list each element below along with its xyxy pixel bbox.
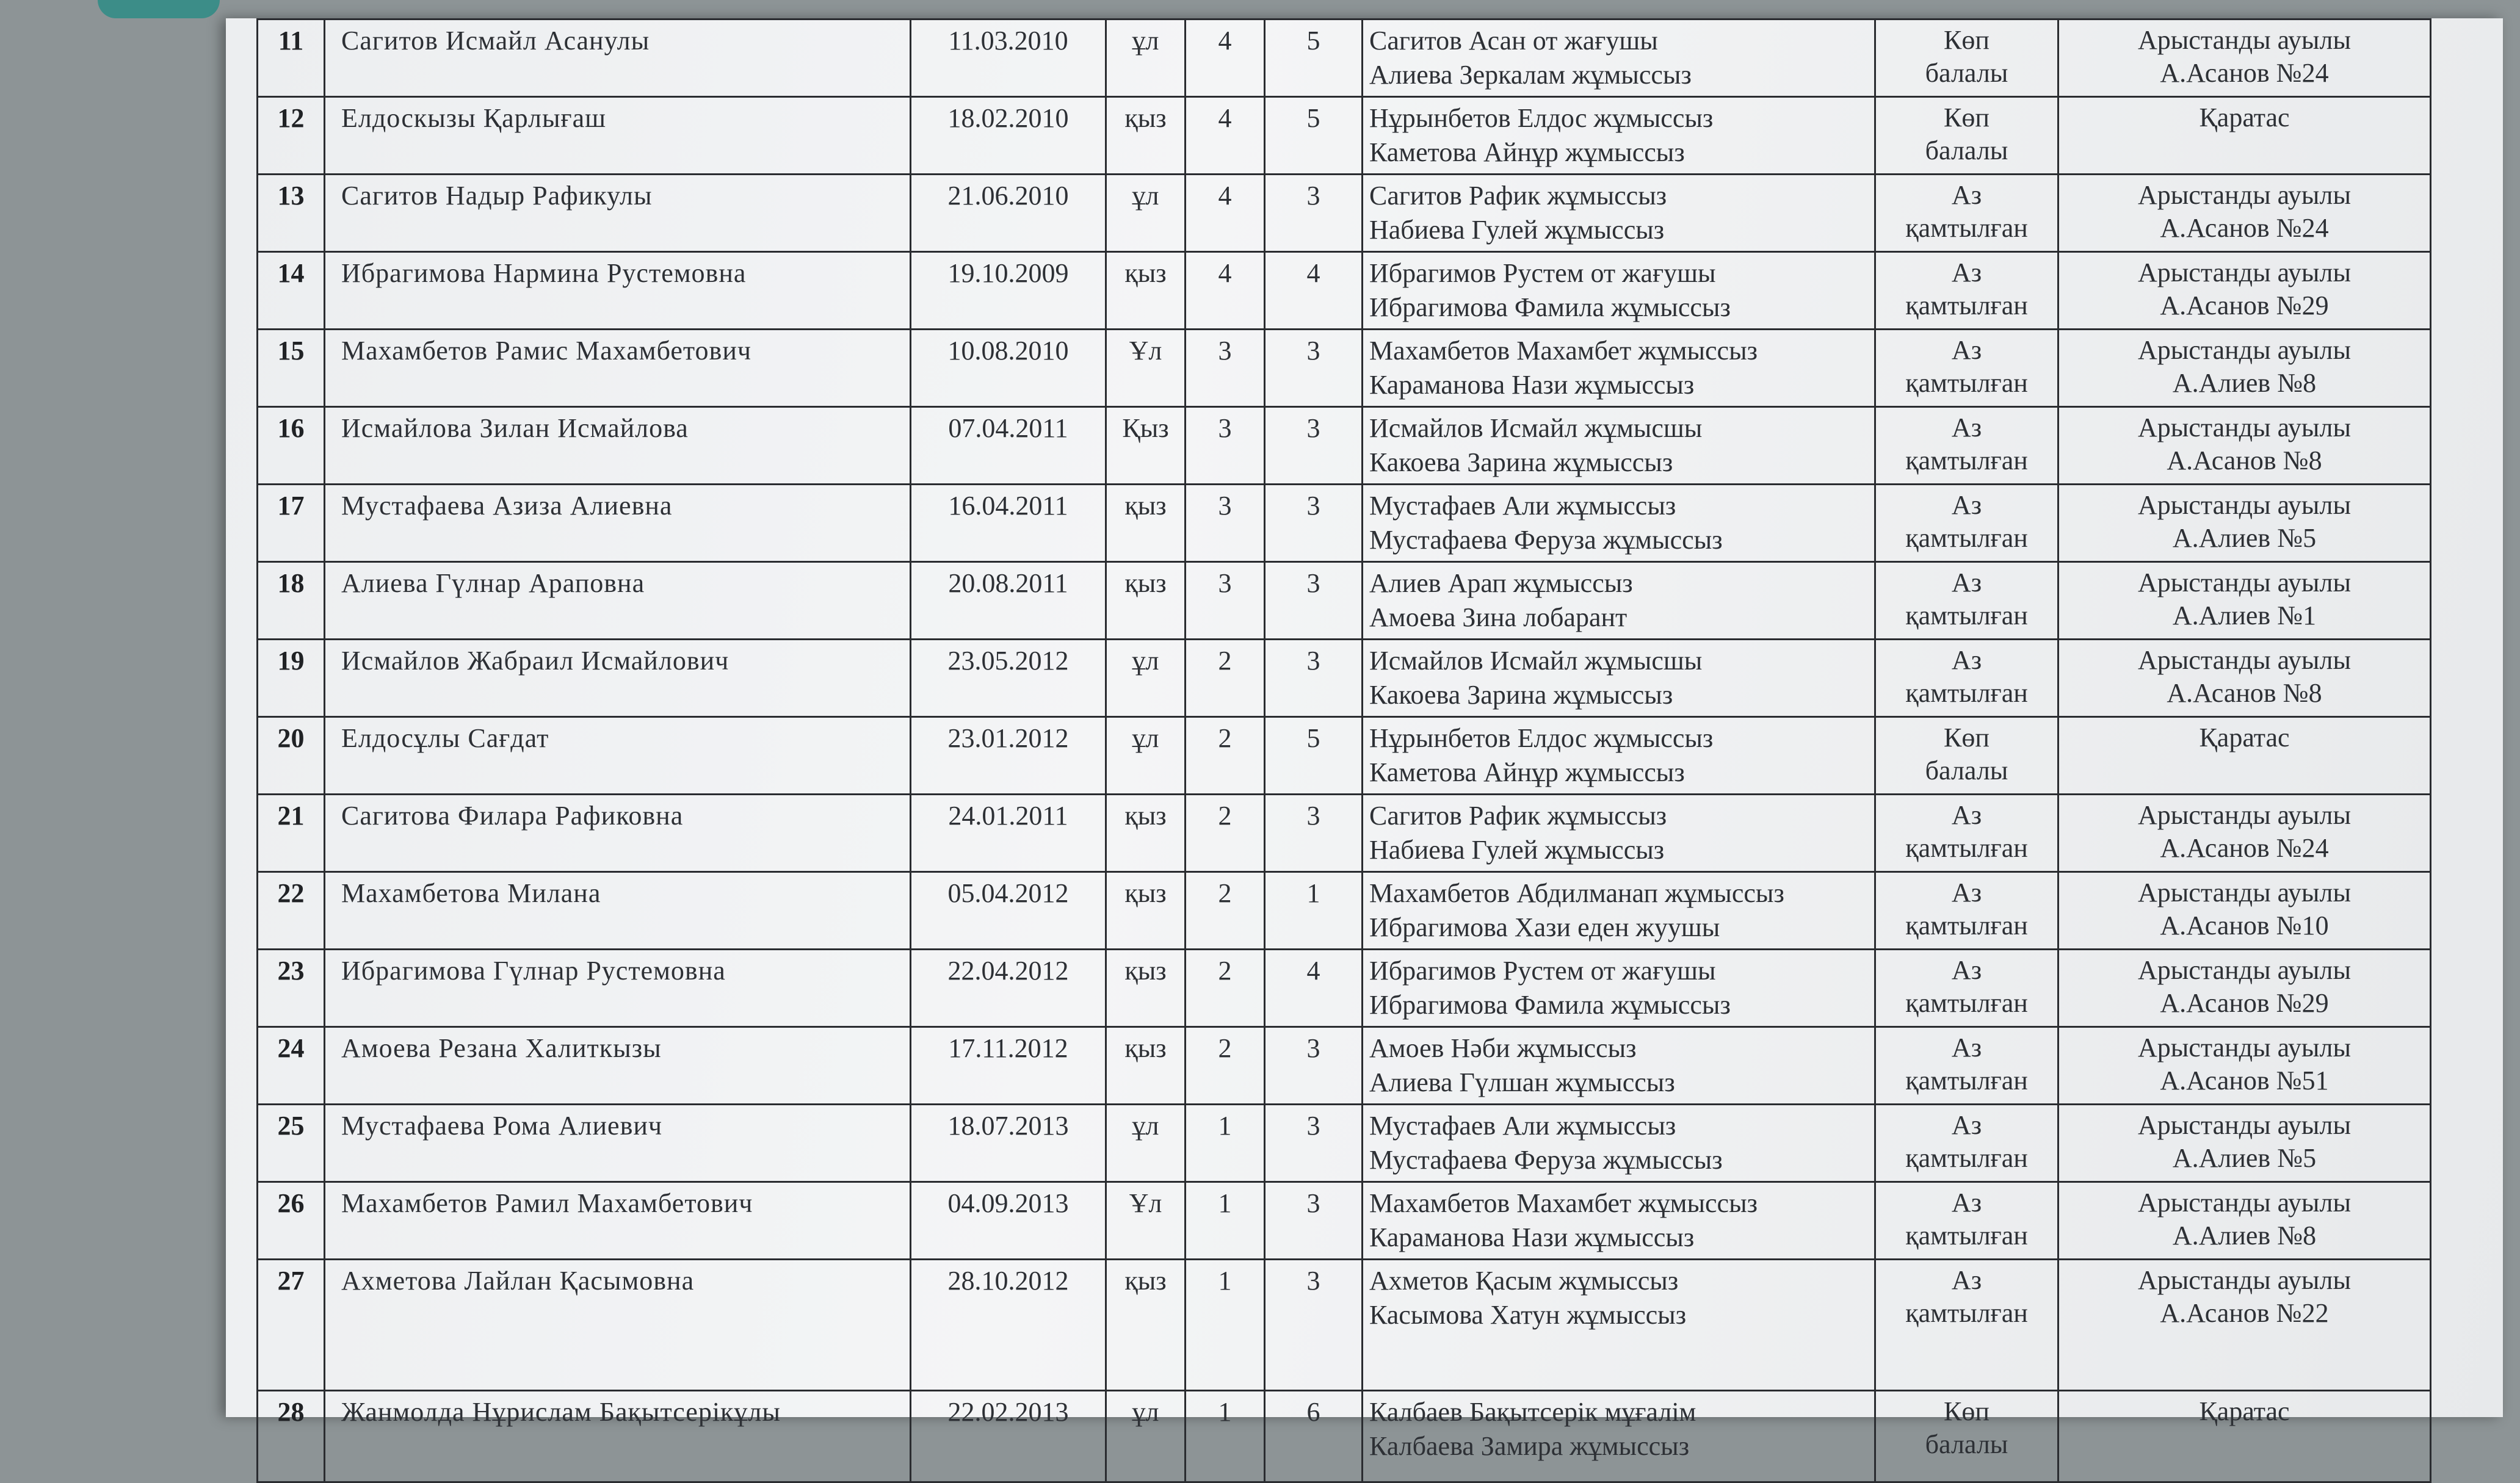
birth-date: 04.09.2013 bbox=[911, 1182, 1106, 1260]
address-line-1: Арыстанды ауылы bbox=[2137, 490, 2352, 520]
count-column-2: 6 bbox=[1265, 1391, 1363, 1482]
address bbox=[2058, 562, 2431, 640]
gender: ұл bbox=[1106, 1391, 1186, 1482]
status-line-1: Аз bbox=[1951, 258, 1982, 287]
status-line-2: қамтылған bbox=[1905, 368, 2028, 398]
row-number: 22 bbox=[258, 872, 325, 950]
gender: қыз bbox=[1106, 795, 1186, 872]
student-name: Махамбетов Рамис Махамбетович bbox=[325, 330, 911, 407]
address bbox=[2058, 1182, 2431, 1260]
birth-date: 24.01.2011 bbox=[911, 795, 1106, 872]
family-status bbox=[1875, 1027, 2058, 1105]
status-line-2: балалы bbox=[1925, 135, 2008, 165]
address bbox=[2058, 407, 2431, 485]
count-column-1: 3 bbox=[1186, 485, 1265, 562]
address-line-1: Арыстанды ауылы bbox=[2137, 413, 2352, 442]
row-number: 15 bbox=[258, 330, 325, 407]
parents-cell bbox=[1363, 330, 1875, 407]
student-name: Мустафаева Рома Алиевич bbox=[325, 1105, 911, 1182]
mother-info: Мустафаева Феруза жұмыссыз bbox=[1369, 1145, 1723, 1175]
student-name: Елдоскызы Қарлығаш bbox=[325, 97, 911, 175]
family-status bbox=[1875, 950, 2058, 1027]
father-info: Мустафаев Али жұмыссыз bbox=[1369, 1111, 1676, 1141]
count-column-2: 5 bbox=[1265, 717, 1363, 795]
row-number: 20 bbox=[258, 717, 325, 795]
birth-date: 10.08.2010 bbox=[911, 330, 1106, 407]
parents-cell bbox=[1363, 562, 1875, 640]
status-line-1: Аз bbox=[1951, 335, 1982, 365]
address-line-1: Арыстанды ауылы bbox=[2137, 645, 2352, 675]
address bbox=[2058, 872, 2431, 950]
address-line-2: А.Алиев №1 bbox=[2172, 601, 2317, 630]
gender: ұл bbox=[1106, 1105, 1186, 1182]
parents-cell bbox=[1363, 872, 1875, 950]
student-name: Мустафаева Азиза Алиевна bbox=[325, 485, 911, 562]
status-line-1: Аз bbox=[1951, 413, 1982, 442]
count-column-2: 3 bbox=[1265, 407, 1363, 485]
status-line-1: Аз bbox=[1951, 878, 1982, 907]
status-line-2: қамтылған bbox=[1905, 1143, 2028, 1173]
family-status bbox=[1875, 407, 2058, 485]
count-column-2: 3 bbox=[1265, 1260, 1363, 1391]
family-status bbox=[1875, 640, 2058, 717]
mother-info: Какоева Зарина жұмыссыз bbox=[1369, 680, 1673, 710]
birth-date: 22.04.2012 bbox=[911, 950, 1106, 1027]
table-row bbox=[258, 485, 2431, 562]
address bbox=[2058, 1027, 2431, 1105]
table-row bbox=[258, 1260, 2431, 1391]
gender: қыз bbox=[1106, 252, 1186, 330]
birth-date: 23.05.2012 bbox=[911, 640, 1106, 717]
count-column-1: 2 bbox=[1186, 795, 1265, 872]
status-line-2: қамтылған bbox=[1905, 988, 2028, 1018]
address-line-2: А.Алиев №5 bbox=[2172, 523, 2317, 553]
status-line-2: қамтылған bbox=[1905, 601, 2028, 630]
document-page bbox=[226, 18, 2503, 1461]
parents-cell bbox=[1363, 1391, 1875, 1482]
father-info: Алиев Арап жұмыссыз bbox=[1369, 568, 1633, 598]
parents-cell bbox=[1363, 175, 1875, 252]
birth-date: 07.04.2011 bbox=[911, 407, 1106, 485]
mother-info: Набиева Гулей жұмыссыз bbox=[1369, 215, 1665, 245]
address bbox=[2058, 485, 2431, 562]
address-line-2: А.Асанов №24 bbox=[2160, 58, 2329, 88]
address-line-2: А.Асанов №24 bbox=[2160, 213, 2329, 243]
address-line-2: А.Асанов №51 bbox=[2160, 1066, 2329, 1095]
address-line-2: А.Асанов №22 bbox=[2160, 1298, 2329, 1328]
address bbox=[2058, 717, 2431, 795]
table-row bbox=[258, 562, 2431, 640]
father-info: Махамбетов Абдилманап жұмыссыз bbox=[1369, 878, 1784, 908]
table-row bbox=[258, 1182, 2431, 1260]
count-column-2: 5 bbox=[1265, 20, 1363, 97]
count-column-1: 4 bbox=[1186, 20, 1265, 97]
row-number: 17 bbox=[258, 485, 325, 562]
table-row bbox=[258, 407, 2431, 485]
family-status bbox=[1875, 795, 2058, 872]
status-line-2: қамтылған bbox=[1905, 213, 2028, 243]
student-name: Елдосұлы Сағдат bbox=[325, 717, 911, 795]
father-info: Калбаев Бақытсерік мұғалім bbox=[1369, 1397, 1696, 1427]
mother-info: Караманова Нази жұмыссыз bbox=[1369, 1222, 1695, 1252]
address-line-1: Қаратас bbox=[2199, 723, 2290, 752]
gender: қыз bbox=[1106, 1260, 1186, 1391]
parents-cell bbox=[1363, 20, 1875, 97]
address-line-1: Арыстанды ауылы bbox=[2137, 878, 2352, 907]
student-name: Ахметова Лайлан Қасымовна bbox=[325, 1260, 911, 1391]
table-row bbox=[258, 717, 2431, 795]
family-status bbox=[1875, 175, 2058, 252]
row-number: 24 bbox=[258, 1027, 325, 1105]
family-status bbox=[1875, 20, 2058, 97]
address-line-1: Арыстанды ауылы bbox=[2137, 335, 2352, 365]
address bbox=[2058, 252, 2431, 330]
row-number: 27 bbox=[258, 1260, 325, 1391]
count-column-2: 3 bbox=[1265, 1105, 1363, 1182]
table-body bbox=[258, 20, 2431, 1482]
father-info: Нұрынбетов Елдос жұмыссыз bbox=[1369, 723, 1714, 753]
status-line-2: балалы bbox=[1925, 1429, 2008, 1459]
count-column-2: 3 bbox=[1265, 330, 1363, 407]
table-row bbox=[258, 1105, 2431, 1182]
count-column-1: 2 bbox=[1186, 640, 1265, 717]
gender: қыз bbox=[1106, 1027, 1186, 1105]
address-line-1: Арыстанды ауылы bbox=[2137, 258, 2352, 287]
family-status bbox=[1875, 97, 2058, 175]
student-name: Алиева Гүлнар Араповна bbox=[325, 562, 911, 640]
mother-info: Калбаева Замира жұмыссыз bbox=[1369, 1431, 1690, 1461]
address-line-1: Арыстанды ауылы bbox=[2137, 568, 2352, 597]
address-line-1: Арыстанды ауылы bbox=[2137, 1110, 2352, 1140]
birth-date: 20.08.2011 bbox=[911, 562, 1106, 640]
status-line-1: Аз bbox=[1951, 1110, 1982, 1140]
table-row bbox=[258, 20, 2431, 97]
mother-info: Набиева Гулей жұмыссыз bbox=[1369, 835, 1665, 865]
student-table bbox=[256, 18, 2431, 1483]
address-line-2: А.Асанов №29 bbox=[2160, 988, 2329, 1018]
status-line-2: қамтылған bbox=[1905, 1298, 2028, 1328]
row-number: 23 bbox=[258, 950, 325, 1027]
birth-date: 28.10.2012 bbox=[911, 1260, 1106, 1391]
birth-date: 11.03.2010 bbox=[911, 20, 1106, 97]
address bbox=[2058, 795, 2431, 872]
status-line-2: қамтылған bbox=[1905, 911, 2028, 940]
status-line-1: Аз bbox=[1951, 1188, 1982, 1218]
count-column-1: 2 bbox=[1186, 950, 1265, 1027]
count-column-2: 5 bbox=[1265, 97, 1363, 175]
count-column-1: 1 bbox=[1186, 1260, 1265, 1391]
count-column-2: 1 bbox=[1265, 872, 1363, 950]
mother-info: Алиева Зеркалам жұмыссыз bbox=[1369, 60, 1692, 90]
row-number: 13 bbox=[258, 175, 325, 252]
address-line-2: А.Алиев №8 bbox=[2172, 368, 2317, 398]
table-row bbox=[258, 252, 2431, 330]
student-name: Исмайлов Жабраил Исмайлович bbox=[325, 640, 911, 717]
status-line-2: балалы bbox=[1925, 756, 2008, 785]
address-line-2: А.Алиев №8 bbox=[2172, 1221, 2317, 1250]
family-status bbox=[1875, 1105, 2058, 1182]
father-info: Сагитов Рафик жұмыссыз bbox=[1369, 801, 1667, 831]
status-line-1: Аз bbox=[1951, 645, 1982, 675]
student-name: Исмайлова Зилан Исмайлова bbox=[325, 407, 911, 485]
table-row bbox=[258, 950, 2431, 1027]
parents-cell bbox=[1363, 407, 1875, 485]
mother-info: Ибрагимова Фамила жұмыссыз bbox=[1369, 292, 1731, 322]
mother-info: Каметова Айнұр жұмыссыз bbox=[1369, 757, 1685, 787]
gender: ұл bbox=[1106, 640, 1186, 717]
row-number: 12 bbox=[258, 97, 325, 175]
student-name: Жанмолда Нұрислам Бақытсерікұлы bbox=[325, 1391, 911, 1482]
status-line-1: Аз bbox=[1951, 568, 1982, 597]
mother-info: Караманова Нази жұмыссыз bbox=[1369, 370, 1695, 400]
father-info: Ибрагимов Рустем от жағушы bbox=[1369, 258, 1716, 288]
row-number: 11 bbox=[258, 20, 325, 97]
father-info: Махамбетов Махамбет жұмыссыз bbox=[1369, 336, 1758, 366]
status-line-1: Көп bbox=[1944, 25, 1990, 55]
address-line-1: Қаратас bbox=[2199, 1396, 2290, 1426]
address-line-2: А.Алиев №5 bbox=[2172, 1143, 2317, 1173]
mother-info: Касымова Хатун жұмыссыз bbox=[1369, 1300, 1687, 1330]
address-line-1: Арыстанды ауылы bbox=[2137, 1188, 2352, 1218]
address-line-2: А.Асанов №29 bbox=[2160, 290, 2329, 320]
status-line-2: қамтылған bbox=[1905, 1066, 2028, 1095]
status-line-2: қамтылған bbox=[1905, 1221, 2028, 1250]
birth-date: 17.11.2012 bbox=[911, 1027, 1106, 1105]
gender: ұл bbox=[1106, 20, 1186, 97]
gender: ұл bbox=[1106, 175, 1186, 252]
gender: Ұл bbox=[1106, 1182, 1186, 1260]
address-line-1: Қаратас bbox=[2199, 103, 2290, 132]
address bbox=[2058, 640, 2431, 717]
parents-cell bbox=[1363, 252, 1875, 330]
family-status bbox=[1875, 1260, 2058, 1391]
address-line-2: А.Асанов №24 bbox=[2160, 833, 2329, 863]
parents-cell bbox=[1363, 640, 1875, 717]
row-number: 16 bbox=[258, 407, 325, 485]
parents-cell bbox=[1363, 485, 1875, 562]
count-column-1: 3 bbox=[1186, 330, 1265, 407]
gender: ұл bbox=[1106, 717, 1186, 795]
binder-clip bbox=[98, 0, 220, 18]
count-column-1: 1 bbox=[1186, 1105, 1265, 1182]
table-row bbox=[258, 175, 2431, 252]
student-name: Махамбетов Рамил Махамбетович bbox=[325, 1182, 911, 1260]
address bbox=[2058, 175, 2431, 252]
count-column-2: 3 bbox=[1265, 795, 1363, 872]
status-line-2: қамтылған bbox=[1905, 290, 2028, 320]
address-line-1: Арыстанды ауылы bbox=[2137, 800, 2352, 830]
count-column-2: 3 bbox=[1265, 175, 1363, 252]
count-column-1: 1 bbox=[1186, 1182, 1265, 1260]
count-column-1: 4 bbox=[1186, 252, 1265, 330]
status-line-1: Көп bbox=[1944, 1396, 1990, 1426]
count-column-1: 2 bbox=[1186, 872, 1265, 950]
table-row bbox=[258, 795, 2431, 872]
family-status bbox=[1875, 1391, 2058, 1482]
row-number: 19 bbox=[258, 640, 325, 717]
gender: қыз bbox=[1106, 872, 1186, 950]
family-status bbox=[1875, 1182, 2058, 1260]
table-row bbox=[258, 97, 2431, 175]
address-line-1: Арыстанды ауылы bbox=[2137, 25, 2352, 55]
count-column-1: 3 bbox=[1186, 407, 1265, 485]
address bbox=[2058, 20, 2431, 97]
family-status bbox=[1875, 252, 2058, 330]
table-row bbox=[258, 1391, 2431, 1482]
birth-date: 18.07.2013 bbox=[911, 1105, 1106, 1182]
birth-date: 21.06.2010 bbox=[911, 175, 1106, 252]
count-column-1: 4 bbox=[1186, 97, 1265, 175]
gender: Қыз bbox=[1106, 407, 1186, 485]
family-status bbox=[1875, 717, 2058, 795]
status-line-1: Көп bbox=[1944, 723, 1990, 752]
address bbox=[2058, 1260, 2431, 1391]
address-line-2: А.Асанов №10 bbox=[2160, 911, 2329, 940]
address-line-1: Арыстанды ауылы bbox=[2137, 955, 2352, 985]
birth-date: 22.02.2013 bbox=[911, 1391, 1106, 1482]
father-info: Ахметов Қасым жұмыссыз bbox=[1369, 1266, 1679, 1296]
father-info: Ибрагимов Рустем от жағушы bbox=[1369, 956, 1716, 986]
father-info: Исмайлов Исмайл жұмысшы bbox=[1369, 646, 1703, 676]
mother-info: Мустафаева Феруза жұмыссыз bbox=[1369, 525, 1723, 555]
family-status bbox=[1875, 330, 2058, 407]
status-line-2: қамтылған bbox=[1905, 523, 2028, 553]
count-column-2: 3 bbox=[1265, 485, 1363, 562]
count-column-2: 3 bbox=[1265, 1182, 1363, 1260]
parents-cell bbox=[1363, 795, 1875, 872]
status-line-2: қамтылған bbox=[1905, 833, 2028, 863]
father-info: Сагитов Рафик жұмыссыз bbox=[1369, 181, 1667, 211]
status-line-2: қамтылған bbox=[1905, 446, 2028, 475]
status-line-1: Аз bbox=[1951, 1033, 1982, 1063]
student-name: Сагитова Филара Рафиковна bbox=[325, 795, 911, 872]
mother-info: Каметова Айнұр жұмыссыз bbox=[1369, 137, 1685, 167]
status-line-1: Аз bbox=[1951, 955, 1982, 985]
family-status bbox=[1875, 872, 2058, 950]
gender: қыз bbox=[1106, 562, 1186, 640]
table-row bbox=[258, 330, 2431, 407]
birth-date: 19.10.2009 bbox=[911, 252, 1106, 330]
student-name: Амоева Резана Халиткызы bbox=[325, 1027, 911, 1105]
count-column-1: 1 bbox=[1186, 1391, 1265, 1482]
student-name: Сагитов Надыр Рафикулы bbox=[325, 175, 911, 252]
parents-cell bbox=[1363, 1027, 1875, 1105]
address bbox=[2058, 1105, 2431, 1182]
father-info: Исмайлов Исмайл жұмысшы bbox=[1369, 413, 1703, 443]
status-line-1: Көп bbox=[1944, 103, 1990, 132]
father-info: Махамбетов Махамбет жұмыссыз bbox=[1369, 1188, 1758, 1218]
table-row bbox=[258, 1027, 2431, 1105]
family-status bbox=[1875, 562, 2058, 640]
status-line-2: қамтылған bbox=[1905, 678, 2028, 708]
table-row bbox=[258, 872, 2431, 950]
status-line-2: балалы bbox=[1925, 58, 2008, 88]
gender: қыз bbox=[1106, 485, 1186, 562]
table-row bbox=[258, 640, 2431, 717]
father-info: Мустафаев Али жұмыссыз bbox=[1369, 491, 1676, 521]
row-number: 18 bbox=[258, 562, 325, 640]
count-column-1: 4 bbox=[1186, 175, 1265, 252]
mother-info: Амоева Зина лобарант bbox=[1369, 602, 1628, 632]
row-number: 14 bbox=[258, 252, 325, 330]
father-info: Амоев Нәби жұмыссыз bbox=[1369, 1033, 1637, 1063]
address-line-1: Арыстанды ауылы bbox=[2137, 1033, 2352, 1063]
count-column-2: 3 bbox=[1265, 640, 1363, 717]
parents-cell bbox=[1363, 97, 1875, 175]
address-line-2: А.Асанов №8 bbox=[2167, 446, 2322, 475]
count-column-2: 3 bbox=[1265, 562, 1363, 640]
count-column-1: 2 bbox=[1186, 717, 1265, 795]
count-column-2: 3 bbox=[1265, 1027, 1363, 1105]
address bbox=[2058, 1391, 2431, 1482]
count-column-1: 2 bbox=[1186, 1027, 1265, 1105]
parents-cell bbox=[1363, 717, 1875, 795]
student-name: Махамбетова Милана bbox=[325, 872, 911, 950]
birth-date: 23.01.2012 bbox=[911, 717, 1106, 795]
mother-info: Какоева Зарина жұмыссыз bbox=[1369, 447, 1673, 477]
status-line-1: Аз bbox=[1951, 490, 1982, 520]
count-column-1: 3 bbox=[1186, 562, 1265, 640]
mother-info: Ибрагимова Хази еден жуушы bbox=[1369, 912, 1720, 942]
student-name: Ибрагимова Нармина Рустемовна bbox=[325, 252, 911, 330]
mother-info: Алиева Гүлшан жұмыссыз bbox=[1369, 1067, 1675, 1097]
father-info: Сагитов Асан от жағушы bbox=[1369, 26, 1658, 56]
birth-date: 18.02.2010 bbox=[911, 97, 1106, 175]
row-number: 26 bbox=[258, 1182, 325, 1260]
row-number: 28 bbox=[258, 1391, 325, 1482]
count-column-2: 4 bbox=[1265, 950, 1363, 1027]
status-line-1: Аз bbox=[1951, 180, 1982, 210]
row-number: 25 bbox=[258, 1105, 325, 1182]
address bbox=[2058, 950, 2431, 1027]
parents-cell bbox=[1363, 1105, 1875, 1182]
gender: қыз bbox=[1106, 97, 1186, 175]
status-line-1: Аз bbox=[1951, 800, 1982, 830]
address bbox=[2058, 330, 2431, 407]
parents-cell bbox=[1363, 950, 1875, 1027]
address-line-1: Арыстанды ауылы bbox=[2137, 1265, 2352, 1295]
address bbox=[2058, 97, 2431, 175]
gender: қыз bbox=[1106, 950, 1186, 1027]
status-line-1: Аз bbox=[1951, 1265, 1982, 1295]
parents-cell bbox=[1363, 1182, 1875, 1260]
address-line-2: А.Асанов №8 bbox=[2167, 678, 2322, 708]
family-status bbox=[1875, 485, 2058, 562]
birth-date: 16.04.2011 bbox=[911, 485, 1106, 562]
parents-cell bbox=[1363, 1260, 1875, 1391]
address-line-1: Арыстанды ауылы bbox=[2137, 180, 2352, 210]
student-name: Сагитов Исмайл Асанулы bbox=[325, 20, 911, 97]
student-name: Ибрагимова Гүлнар Рустемовна bbox=[325, 950, 911, 1027]
count-column-2: 4 bbox=[1265, 252, 1363, 330]
gender: Ұл bbox=[1106, 330, 1186, 407]
row-number: 21 bbox=[258, 795, 325, 872]
father-info: Нұрынбетов Елдос жұмыссыз bbox=[1369, 103, 1714, 133]
birth-date: 05.04.2012 bbox=[911, 872, 1106, 950]
mother-info: Ибрагимова Фамила жұмыссыз bbox=[1369, 990, 1731, 1020]
